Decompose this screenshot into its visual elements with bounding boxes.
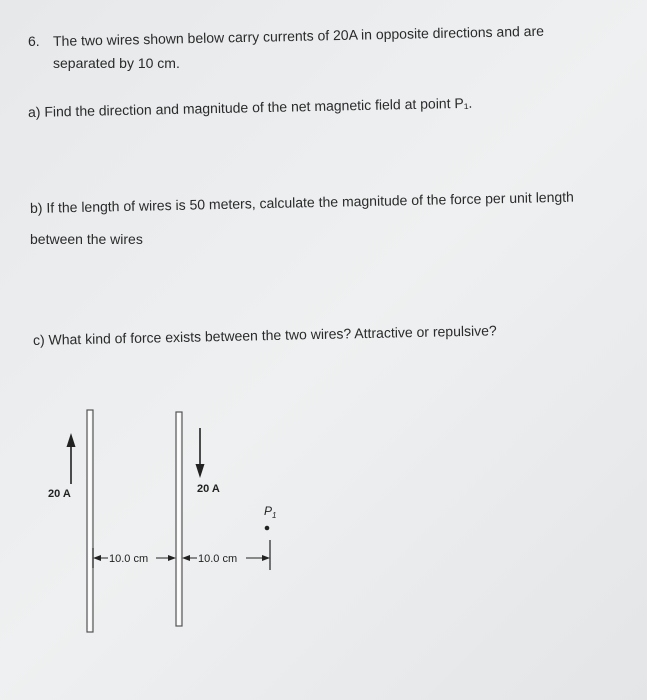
current-down-arrow-icon [196,428,205,478]
part-b-text-line-2: between the wires [30,231,143,247]
question-number: 6. [28,33,40,49]
part-c-text: c) What kind of force exists between the two wires? Attractive or repulsive? [32,322,497,348]
wires-figure [0,400,647,700]
point-p1-marker [265,526,270,531]
left-wire [87,410,93,632]
current-up-arrow-icon [67,433,76,484]
right-wire [176,412,182,626]
left-current-label: 20 A [48,488,71,500]
dimension-left-label: 10.0 cm [109,553,149,565]
right-current-label: 20 A [197,483,220,495]
question-stem-line-2: separated by 10 cm. [53,55,180,71]
point-label: $P_1$ [264,504,277,520]
part-a-text: a) Find the direction and magnitude of the net magnetic field at point P₁. [27,94,473,120]
part-b-text-line-1: b) If the length of wires is 50 meters, calculate the magnitude of the force per unit length [29,188,575,216]
question-stem-line-1: The two wires shown below carry currents of 20A in opposite directions and are [52,22,545,49]
dimension-right-label: 10.0 cm [198,553,238,565]
